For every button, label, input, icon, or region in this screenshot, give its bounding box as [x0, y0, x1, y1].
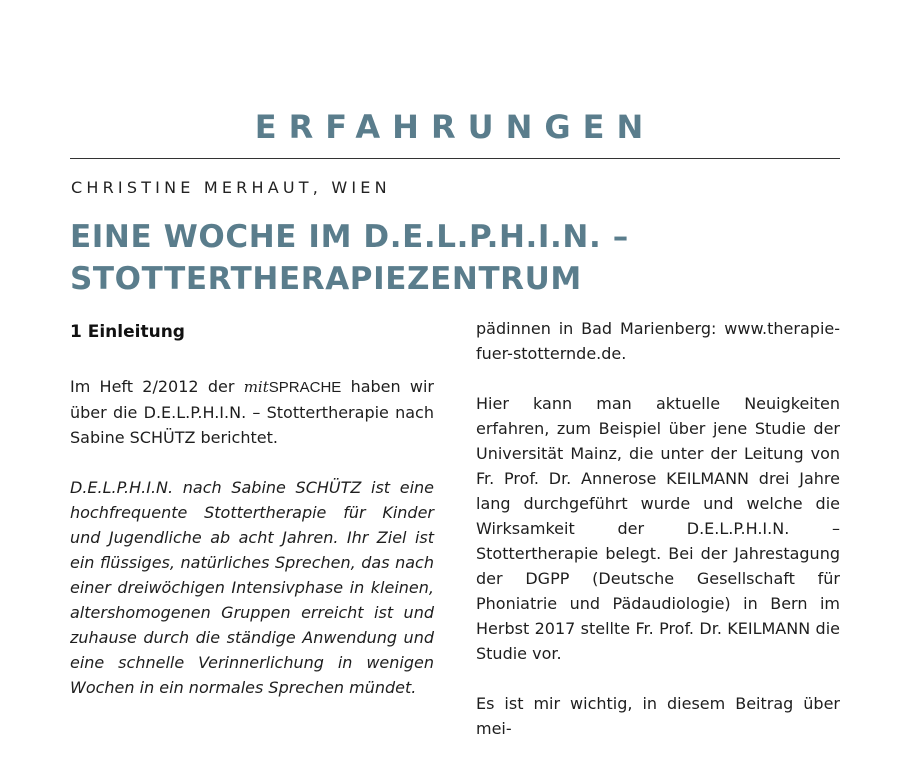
delphin-description-paragraph: D.E.L.P.H.I.N. nach Sabine SCHÜTZ ist eine hochfrequente Stottertherapie für Kinder und Jugendliche ab acht Jahren. Ihr Ziel ist ein flüssiges, natürliches Sprechen, das nach einer dreiwöchigen Intensivphase in kleinen, altershomogenen Gruppen erreicht ist und zuhause durch die ständige Anwendung und eine schnelle Verinnerlichung in wenigen Wochen in ein normales Sprechen mündet. [70, 478, 434, 697]
headline-line-1: EINE WOCHE IM D.E.L.P.H.I.N. – [70, 219, 629, 255]
intro-paragraph [70, 374, 434, 450]
right-column [476, 316, 840, 766]
logo-mit: mit [243, 378, 269, 396]
intro-text-before: Im Heft 2/2012 der [70, 377, 235, 396]
section-title: ERFAHRUNGEN [254, 108, 656, 146]
logo-sprache: SPRACHE [268, 379, 342, 396]
left-column [70, 316, 434, 725]
section-heading-einleitung: 1 Einleitung [70, 322, 185, 342]
intro-text-after: haben wir über die D.E.L.P.H.I.N. – Stottertherapie nach Sabine SCHÜTZ berichtet. [70, 377, 435, 447]
author-line: CHRISTINE MERHAUT, WIEN [71, 178, 391, 197]
article-headline [70, 216, 840, 300]
header-rule [70, 158, 840, 159]
website-paragraph: pädinnen in Bad Marienberg: www.therapie-fuer-stotternde.de. [476, 319, 840, 363]
mitsprache-logo [244, 377, 342, 396]
headline-line-2: STOTTERTHERAPIEZENTRUM [70, 261, 582, 297]
study-paragraph: Hier kann man aktuelle Neuigkeiten erfahren, zum Beispiel über jene Studie der Universität Mainz, die unter der Leitung von Fr. Prof. Dr. Annerose KEILMANN drei Jahre lang durchgeführt wurde und welche die Wirksamkeit der D.E.L.P.H.I.N. – Stottertherapie belegt. Bei der Jahrestagung der DGPP (Deutsche Gesellschaft für Phoniatrie und Pädaudiologie) in Bern im Herbst 2017 stellte Fr. Prof. Dr. KEILMANN die Studie vor. [476, 394, 840, 663]
closing-paragraph: Es ist mir wichtig, in diesem Beitrag über mei- [476, 694, 840, 738]
